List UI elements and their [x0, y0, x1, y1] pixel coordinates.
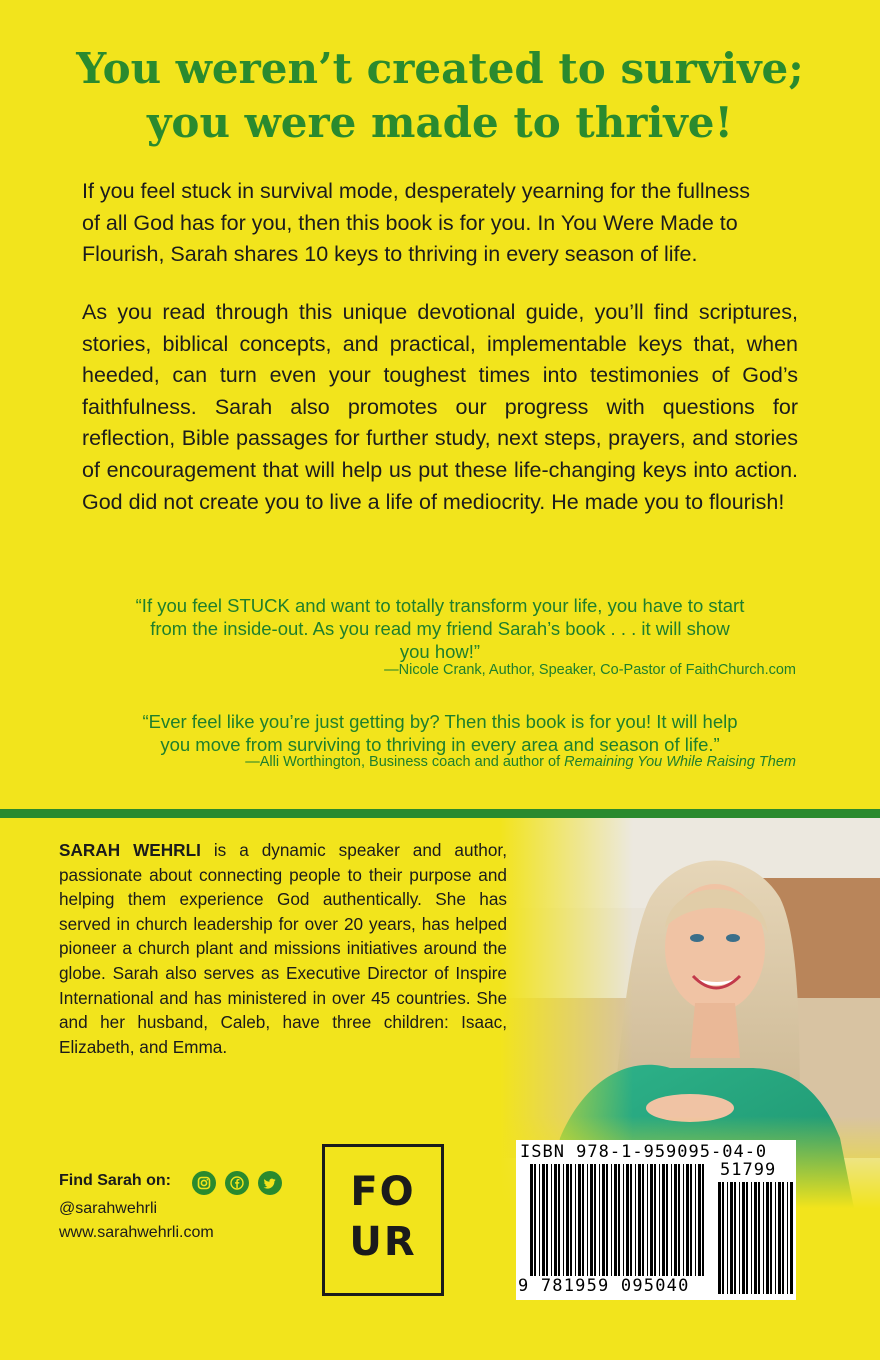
barcode-bar: [770, 1182, 772, 1294]
barcode-bar: [575, 1164, 576, 1276]
barcode-bar: [563, 1164, 564, 1276]
barcode-bar: [542, 1164, 545, 1276]
find-label: Find Sarah on:: [59, 1172, 171, 1189]
barcode-bar: [775, 1182, 776, 1294]
barcode-bar: [554, 1164, 557, 1276]
barcode-bar: [739, 1182, 740, 1294]
barcode-bar: [599, 1164, 600, 1276]
twitter-icon[interactable]: [258, 1171, 282, 1195]
barcode-bar: [662, 1164, 665, 1276]
isbn-text: ISBN 978-1-959095-04-0: [520, 1142, 768, 1162]
barcode-bar: [702, 1164, 704, 1276]
quote-line: “If you feel STUCK and want to totally transform your life, you have to start: [135, 595, 745, 616]
barcode-bar: [790, 1182, 793, 1294]
barcode-bar: [626, 1164, 629, 1276]
barcode-bar: [614, 1164, 617, 1276]
barcode-bar: [602, 1164, 605, 1276]
intro-paragraph: [82, 176, 798, 271]
description-paragraph: As you read through this unique devotional guide, you’ll find scriptures, stories, biblical concepts, and practical, implementable keys that, when heeded, can turn even your toughest times into testimonies of God’s faithfulness. Sarah also promotes our progress with questions for reflection, Bible passages for further study, next steps, prayers, and stories of encouragement that will help us put these life-changing keys into action. God did not create you to live a life of mediocrity. He made you to flourish!: [82, 300, 798, 514]
attribution-text: —Alli Worthington, Business coach and author of: [245, 754, 565, 770]
barcode-bar: [611, 1164, 612, 1276]
barcode-bar: [742, 1182, 745, 1294]
intro-line: If you feel stuck in survival mode, desperately yearning for the fullness: [82, 179, 751, 203]
barcode-bar: [630, 1164, 632, 1276]
ean-digits: 9 781959 095040: [518, 1276, 690, 1296]
social-handle[interactable]: @sarahwehrli: [59, 1200, 158, 1217]
barcode-bar: [570, 1164, 572, 1276]
barcode-bar: [698, 1164, 701, 1276]
barcode-bar: [606, 1164, 608, 1276]
barcode-bar: [695, 1164, 696, 1276]
facebook-icon[interactable]: [225, 1171, 249, 1195]
website-link[interactable]: www.sarahwehrli.com: [59, 1224, 214, 1241]
barcode-bar: [746, 1182, 748, 1294]
barcode-bar: [594, 1164, 596, 1276]
barcode-bar: [534, 1164, 536, 1276]
barcode-bar: [539, 1164, 540, 1276]
barcode-bar: [666, 1164, 668, 1276]
endorsement-attribution-1: —Nicole Crank, Author, Speaker, Co-Pastor of FaithChurch.com: [384, 662, 796, 678]
barcode-bar: [654, 1164, 656, 1276]
logo-line-2: UR: [349, 1219, 417, 1265]
barcode-bar: [647, 1164, 648, 1276]
instagram-icon[interactable]: [192, 1171, 216, 1195]
barcode-bar: [566, 1164, 569, 1276]
barcode-bar: [638, 1164, 641, 1276]
barcode-bar: [546, 1164, 548, 1276]
barcode-bar: [678, 1164, 680, 1276]
barcode-bar: [690, 1164, 692, 1276]
barcode-bar: [582, 1164, 584, 1276]
quote-line: you how!”: [399, 641, 481, 662]
logo-line-1: FO: [350, 1169, 416, 1215]
barcode-bar: [650, 1164, 653, 1276]
endorsement-quote-2: [70, 710, 810, 756]
barcode-bar: [754, 1182, 757, 1294]
headline-line-2: you were made to thrive!: [147, 98, 733, 147]
barcode-bar: [623, 1164, 624, 1276]
barcode-bar: [787, 1182, 788, 1294]
barcode-bar: [722, 1182, 724, 1294]
barcode-bar: [727, 1182, 728, 1294]
barcode-bar: [730, 1182, 733, 1294]
barcode-bar: [758, 1182, 760, 1294]
barcode-bar: [782, 1182, 784, 1294]
barcode-bar: [674, 1164, 677, 1276]
barcode-bar: [766, 1182, 769, 1294]
barcode-bar: [671, 1164, 672, 1276]
author-bio: [59, 838, 507, 1059]
barcode-bar: [551, 1164, 552, 1276]
barcode-bar: [686, 1164, 689, 1276]
barcode-bar: [659, 1164, 660, 1276]
barcode-bar: [778, 1182, 781, 1294]
barcode-bar: [587, 1164, 588, 1276]
quote-line: from the inside-out. As you read my friend Sarah’s book . . . it will show: [150, 618, 730, 639]
barcode-bar: [718, 1182, 721, 1294]
section-divider: [0, 809, 880, 818]
barcode-bar: [578, 1164, 581, 1276]
endorsement-attribution-2: [245, 754, 796, 770]
barcode-bar: [734, 1182, 736, 1294]
barcode-bar: [763, 1182, 764, 1294]
barcode-bar: [590, 1164, 593, 1276]
endorsement-quote-1: [70, 594, 810, 663]
barcode: [516, 1140, 796, 1300]
barcode-bar: [530, 1164, 533, 1276]
author-name: SARAH WEHRLI: [59, 840, 201, 860]
book-title: Remaining You While Raising Them: [564, 754, 796, 770]
publisher-logo: [322, 1144, 444, 1296]
price-addon: 51799: [720, 1160, 777, 1180]
barcode-bar: [683, 1164, 684, 1276]
quote-line: you move from surviving to thriving in every area and season of life.”: [160, 734, 720, 755]
intro-line: of all God has for you, then this book is for you. In You Were Made to: [82, 210, 738, 235]
bio-text: is a dynamic speaker and author, passionate about connecting people to their purpose and helping them experience God authentically. She has served in church leadership for over 20 years, has helped pioneer a church plant and missions initiatives around the globe. Sarah also serves as Executive Director of Inspire International and has ministered in over 45 countries. She and her husband, Caleb, have three children: Isaac, Elizabeth, and Emma.: [59, 840, 507, 1057]
quote-line: “Ever feel like you’re just getting by? Then this book is for you! It will help: [142, 711, 738, 732]
intro-line: Flourish, Sarah shares 10 keys to thriving in every season of life.: [82, 242, 698, 267]
barcode-bar: [642, 1164, 644, 1276]
barcode-bar: [618, 1164, 620, 1276]
barcode-bar: [751, 1182, 752, 1294]
headline-line-1: You weren’t created to survive;: [76, 44, 804, 93]
barcode-bar: [635, 1164, 636, 1276]
barcode-bar: [558, 1164, 560, 1276]
